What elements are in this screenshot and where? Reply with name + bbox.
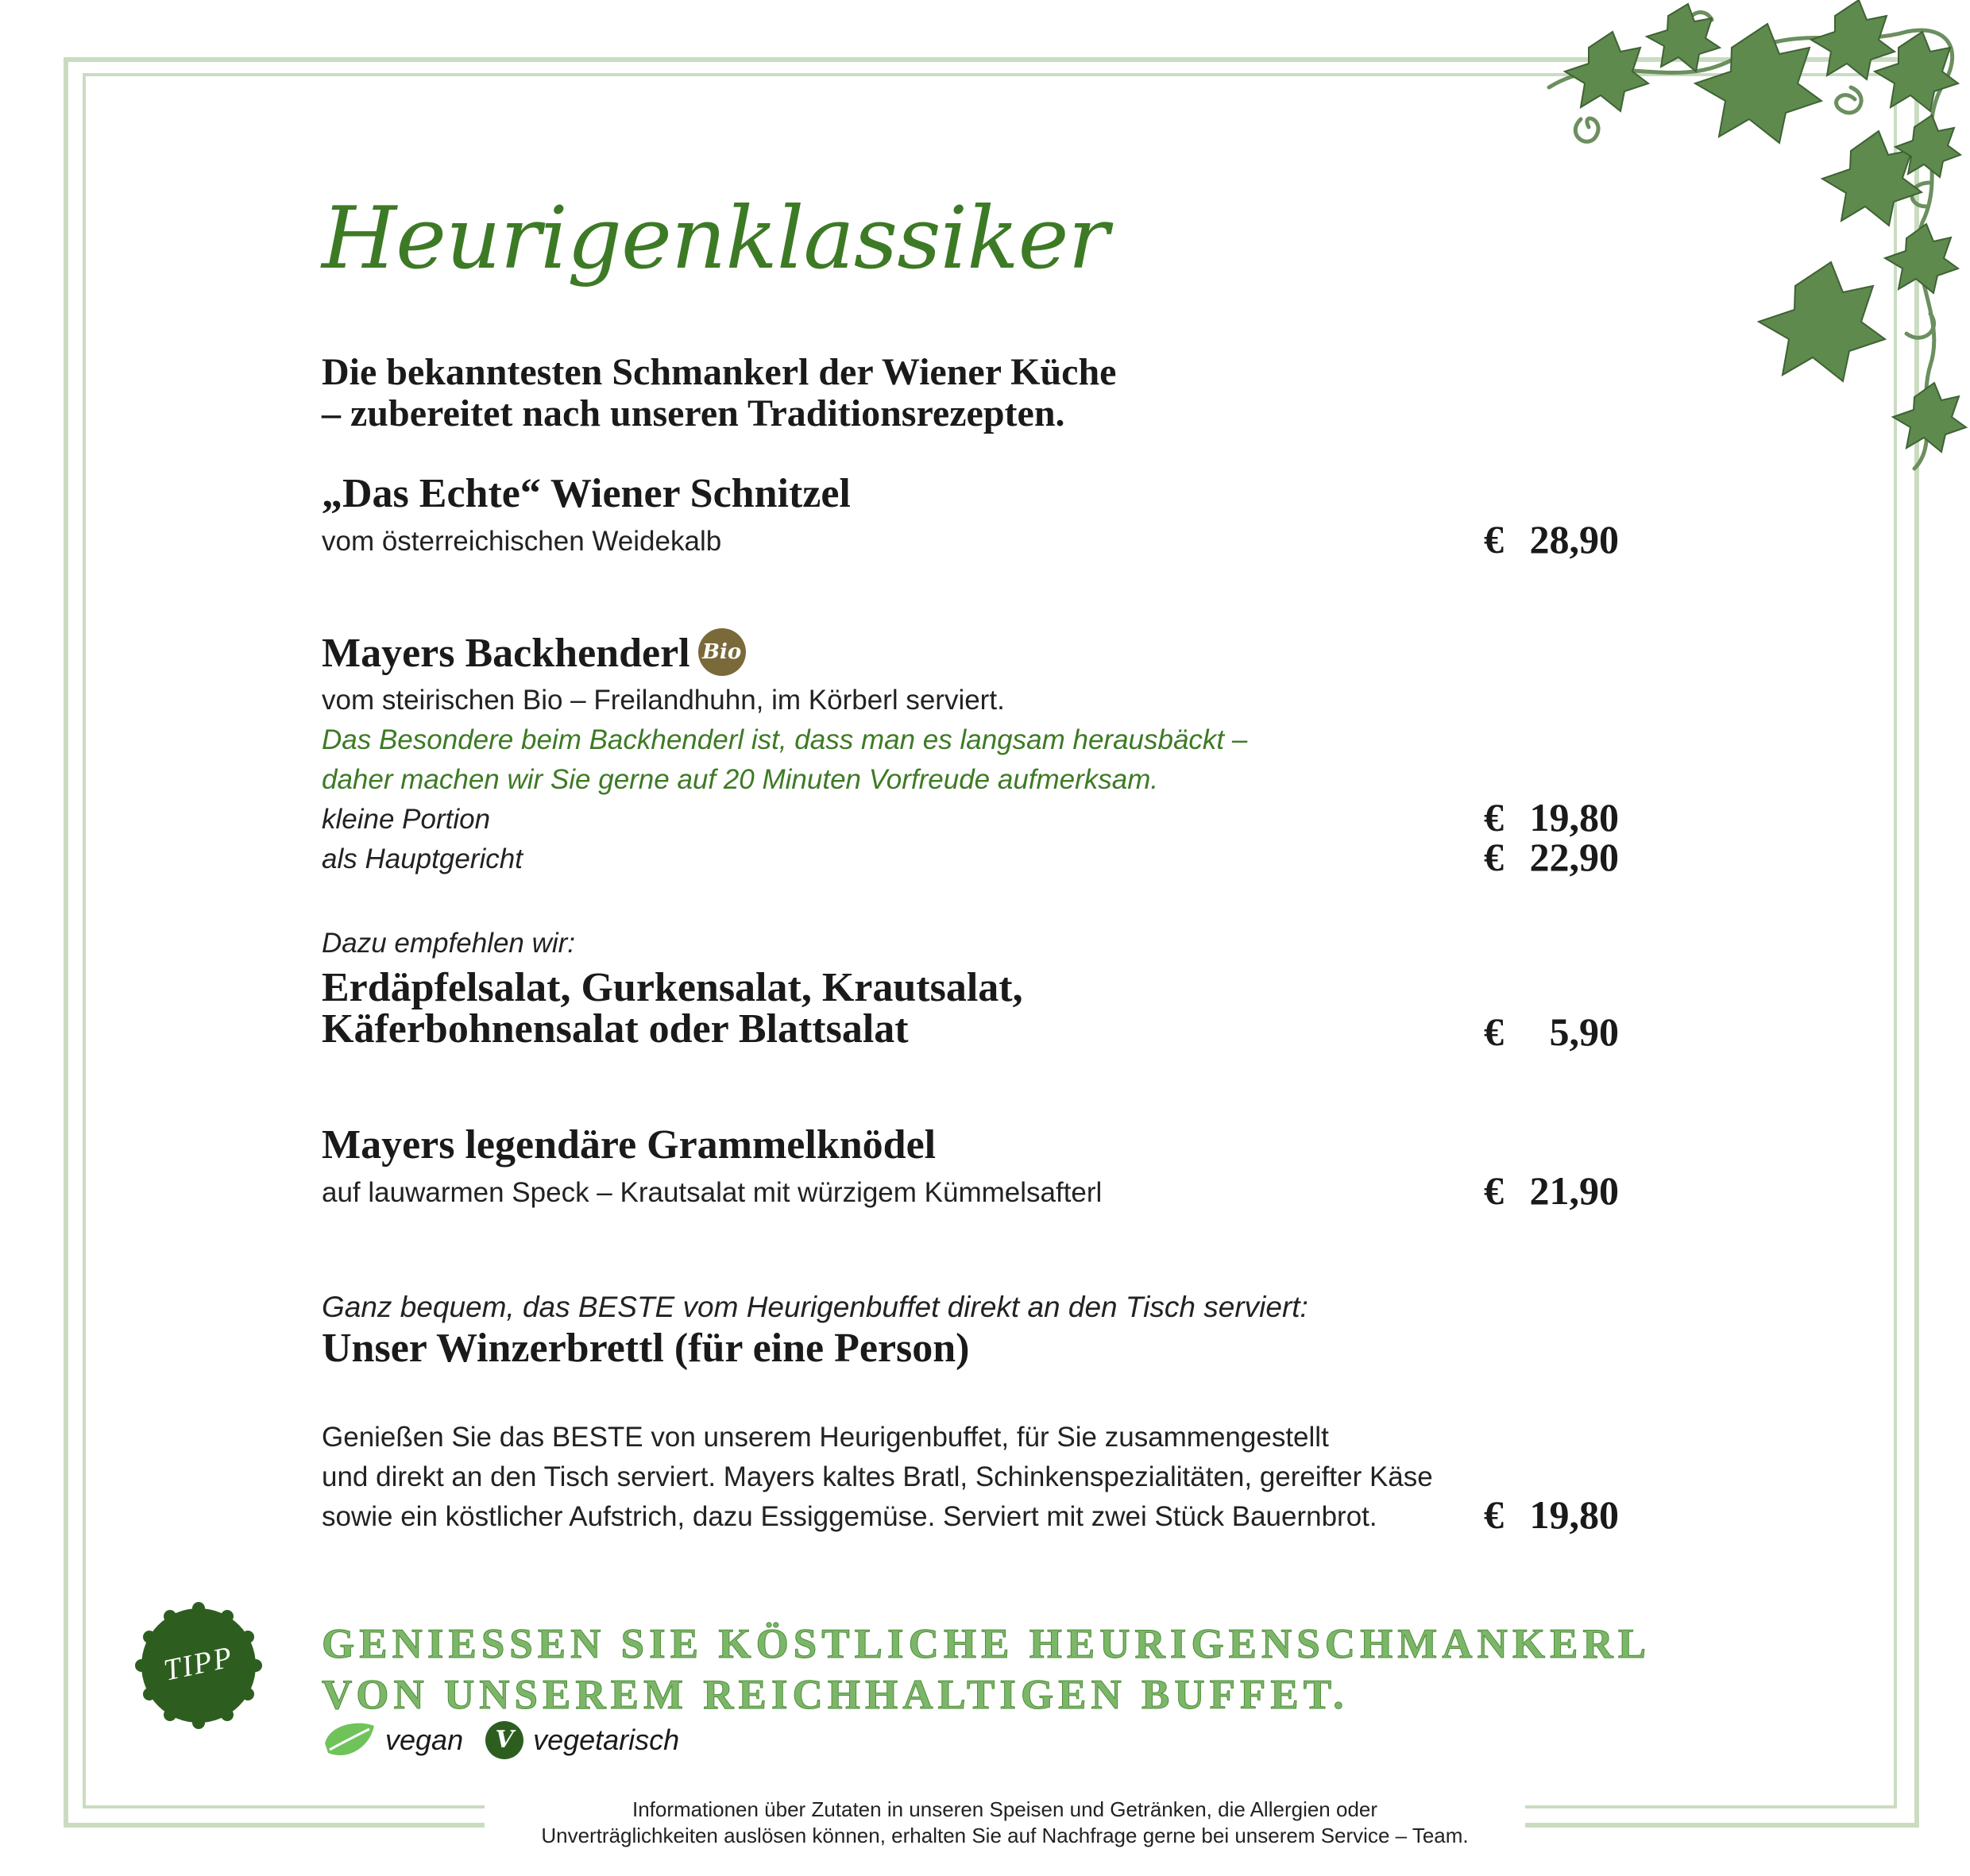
price-value: 22,90: [1529, 835, 1619, 879]
dish-description-line: sowie ein köstlicher Aufstrich, dazu Essiggemüse. Serviert mit zwei Stück Bauernbrot.: [322, 1501, 1377, 1532]
legend-vegan: [322, 1720, 463, 1761]
price-value: 28,90: [1529, 517, 1619, 562]
dish-note: Das Besondere beim Backhenderl ist, dass man es langsam herausbäckt –: [322, 724, 1248, 755]
recommendation-intro: Dazu empfehlen wir:: [322, 928, 576, 959]
dish-name-row: [322, 630, 746, 681]
price-currency: €: [1484, 795, 1504, 840]
dish-price: [1484, 1168, 1619, 1214]
legend-vegetarian: [485, 1721, 679, 1759]
price-value: 5,90: [1549, 1009, 1619, 1054]
buffet-tip-line: GENIESSEN SIE KÖSTLICHE HEURIGENSCHMANKERL: [322, 1621, 1651, 1667]
dish-name-line: Käferbohnensalat oder Blattsalat: [322, 1006, 909, 1052]
dish-price: [1484, 1009, 1619, 1055]
dish-description: auf lauwarmen Speck – Krautsalat mit würzigem Kümmelsafterl: [322, 1177, 1103, 1208]
legend-vegetarian-label: vegetarisch: [533, 1724, 680, 1756]
price-currency: €: [1484, 517, 1504, 562]
allergen-footnote: [485, 1797, 1525, 1849]
dish-price: [1484, 1492, 1619, 1538]
price-value: 21,90: [1529, 1168, 1619, 1213]
grape-vine-leaves-icon: [1533, 0, 1970, 492]
tipp-label: TIPP: [160, 1640, 237, 1688]
dish-name: Mayers Backhenderl: [322, 631, 690, 676]
dish-name: Unser Winzerbrettl (für eine Person): [322, 1326, 970, 1371]
page-intro: [322, 352, 1116, 434]
portion-label: kleine Portion: [322, 804, 491, 835]
bio-badge: Bio: [698, 628, 746, 676]
legend-vegan-label: vegan: [385, 1724, 464, 1756]
dish-name: [322, 967, 1023, 1050]
price-value: 19,80: [1529, 795, 1619, 840]
dish-description-line: Genießen Sie das BESTE von unserem Heurigenbuffet, für Sie zusammengestellt: [322, 1422, 1329, 1453]
price-currency: €: [1484, 835, 1504, 879]
dish-description: vom steirischen Bio – Freilandhuhn, im Körberl serviert.: [322, 685, 1005, 716]
buffet-tip-line: VON UNSEREM REICHHALTIGEN BUFFET.: [322, 1672, 1349, 1718]
buffet-tip: [322, 1619, 1651, 1720]
price-currency: €: [1484, 1492, 1504, 1537]
intro-line: – zubereitet nach unseren Traditionsrezepten.: [322, 392, 1065, 434]
dish-name: Mayers legendäre Grammelknödel: [322, 1122, 937, 1168]
leaf-icon: [322, 1720, 377, 1761]
price-currency: €: [1484, 1168, 1504, 1213]
diet-legend: [322, 1720, 701, 1761]
dish-price: [1484, 516, 1619, 562]
price-value: 19,80: [1529, 1492, 1619, 1537]
price-currency: €: [1484, 1009, 1504, 1054]
dish-description: vom österreichischen Weidekalb: [322, 526, 722, 557]
page-title: Heurigenklassiker: [322, 189, 1109, 288]
footnote-line: Unverträglichkeiten auslösen können, erhalten Sie auf Nachfrage gerne bei unserem Service – Team.: [541, 1824, 1469, 1847]
winzerbrettl-intro: Ganz bequem, das BESTE vom Heurigenbuffet direkt an den Tisch serviert:: [322, 1291, 1308, 1323]
dish-name-line: Erdäpfelsalat, Gurkensalat, Krautsalat,: [322, 965, 1023, 1010]
footnote-line: Informationen über Zutaten in unseren Speisen und Getränken, die Allergien oder: [632, 1797, 1378, 1821]
dish-note: daher machen wir Sie gerne auf 20 Minuten Vorfreude aufmerksam.: [322, 764, 1159, 795]
tipp-badge: [135, 1602, 262, 1729]
dish-price: [1484, 834, 1619, 880]
portion-label: als Hauptgericht: [322, 843, 523, 874]
dish-name: „Das Echte“ Wiener Schnitzel: [322, 471, 851, 516]
dish-description-line: und direkt an den Tisch serviert. Mayers kaltes Bratl, Schinkenspezialitäten, gereifter Käse: [322, 1461, 1433, 1492]
v-badge-icon: V: [485, 1721, 523, 1759]
intro-line: Die bekanntesten Schmankerl der Wiener Küche: [322, 351, 1117, 393]
